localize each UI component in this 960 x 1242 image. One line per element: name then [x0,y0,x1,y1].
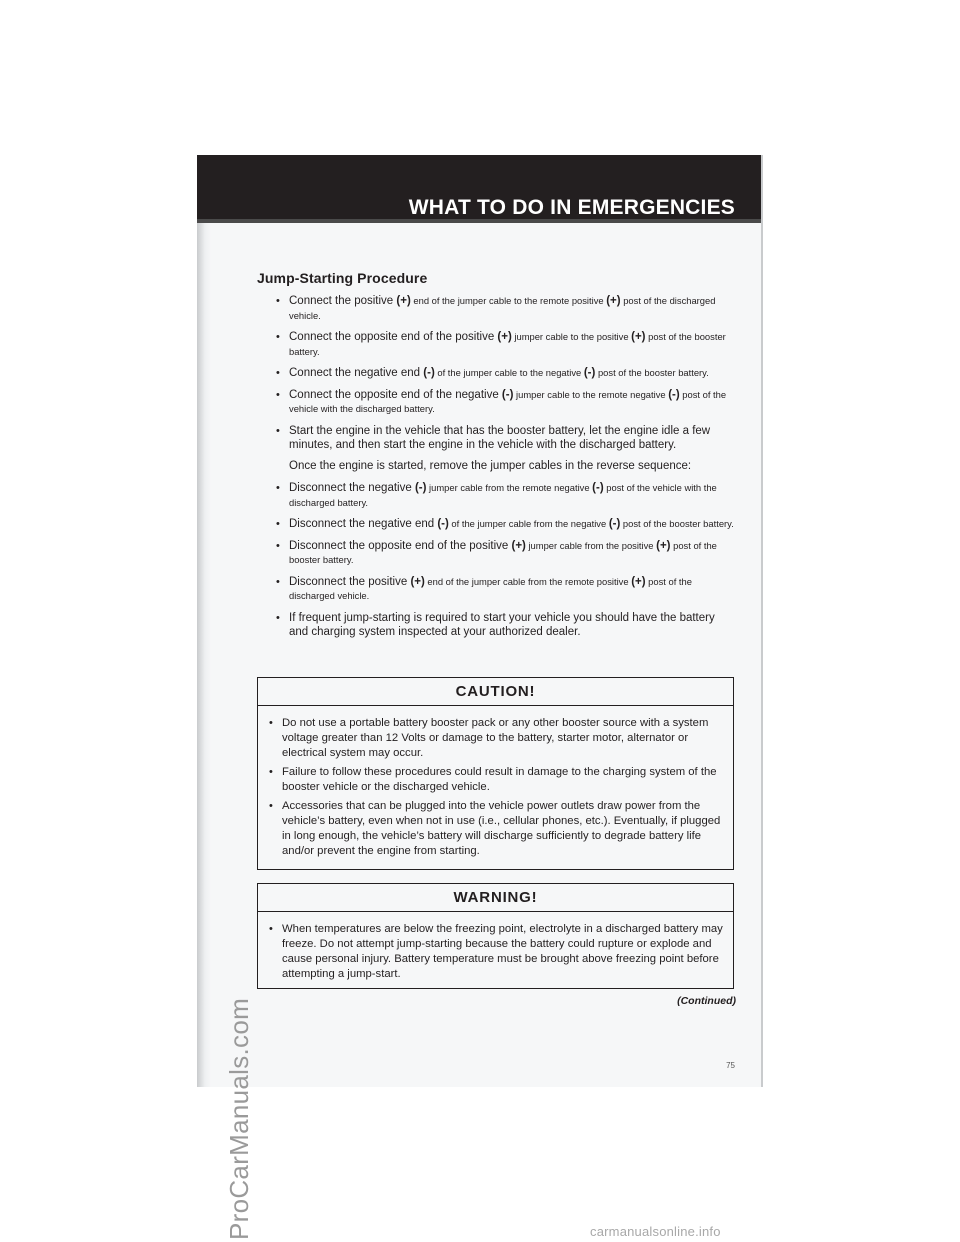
chapter-title: WHAT TO DO IN EMERGENCIES [408,196,735,219]
warning-box [257,883,734,989]
reverse-sequence-note: Once the engine is started, remove the jumper cables in the reverse sequence: [289,459,692,472]
warning-title: WARNING! [258,884,733,912]
disconnect-steps-list [257,481,737,640]
warning-body [258,912,733,994]
manual-page [197,155,763,1087]
list-item: • Disconnect the negative end (-) of the jumper cable from the negative (-) post of the booster battery. [267,517,737,532]
warning-list [264,922,723,982]
list-item: • Do not use a portable battery booster pack or any other booster source with a system voltage greater than 12 Volts or damage to the battery, starter motor, alternator or electrical system may occur. [264,716,723,761]
footer-watermark: carmanualsonline.info [590,1224,721,1239]
page-content [257,270,737,647]
list-item: • Disconnect the opposite end of the positive (+) jumper cable from the positive (+) post of the booster battery. [267,539,737,568]
connect-steps-list [257,294,737,453]
page-number: 75 [726,1061,735,1070]
caution-list [264,716,723,859]
list-item: • Connect the opposite end of the positive (+) jumper cable to the positive (+) post of the booster battery. [267,330,737,359]
list-item: • When temperatures are below the freezing point, electrolyte in a discharged battery may freeze. Do not attempt jump-starting because the battery could rupture or explode and cause personal injury. Battery temperature must be brought above freezing point before attempting a jump-start. [264,922,723,982]
list-item: • Accessories that can be plugged into the vehicle power outlets draw power from the vehicle’s battery, even when not in use (i.e., cellular phones, etc.). Eventually, if plugged in long enough, the vehicle’s battery will discharge sufficiently to degrade battery life and/or prevent the engine from starting. [264,799,723,859]
list-item: • Failure to follow these procedures could result in damage to the charging system of the booster vehicle or the discharged vehicle. [264,765,723,795]
list-item: • Disconnect the negative (-) jumper cable from the remote negative (-) post of the vehicle with the discharged battery. [267,481,737,510]
section-heading: Jump-Starting Procedure [257,270,428,286]
list-item: • Disconnect the positive (+) end of the jumper cable from the remote positive (+) post of the discharged vehicle. [267,575,737,604]
list-item: • If frequent jump-starting is required to start your vehicle you should have the battery and charging system inspected at your authorized dealer. [267,611,737,640]
list-item: • Start the engine in the vehicle that has the booster battery, let the engine idle a few minutes, and then start the engine in the vehicle with the discharged battery. [267,424,737,453]
continued-label: (Continued) [677,995,736,1007]
caution-box [257,677,734,870]
side-watermark: ProCarManuals.com [224,997,254,1240]
chapter-header-bar [197,155,763,223]
caution-title: CAUTION! [258,678,733,706]
list-item: • Connect the opposite end of the negative (-) jumper cable to the remote negative (-) post of the vehicle with the discharged battery. [267,388,737,417]
list-item: • Connect the negative end (-) of the jumper cable to the negative (-) post of the booster battery. [267,366,737,381]
caution-body [258,706,733,871]
list-item: • Connect the positive (+) end of the jumper cable to the remote positive (+) post of the discharged vehicle. [267,294,737,323]
